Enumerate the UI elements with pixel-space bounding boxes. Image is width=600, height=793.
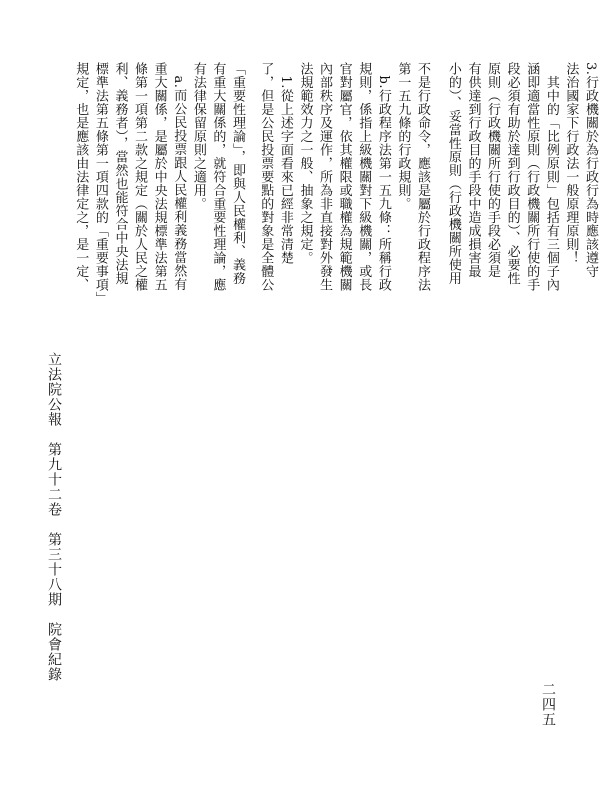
text-column-middle: 不是行政命令，應該是屬於行政程序法 第一五九條的行政規則。 b.行政程序法第一五九條：所稱行政 規則，係指上級機關對下級機關，或長 官對屬官，依其權限或職權為規範機關 內部秩序及運作，所為非直接對外發生 法規範效力之一般、抽象之規定。 1.從上述字面看來已經非常清楚 了，但是公民投票要點的對象是全體公 — [258, 62, 430, 292]
gazette-footer: 立法院公報 第九十二卷 第三十八期 院會紀錄 — [46, 352, 62, 682]
text-column-right: 3.行政機關於為行政行為時應該遵守 法治國家下行政法一般原理原則！ 其中的「比例原則」包括有三個子內 涵即適當性原則（行政機關所行使的手 段必須有助於達到行政目的）、必要性 原則（行政機關所行使的手段必須是 有供達到行政目的手段中造成損害最 小的）、妥當性原則（行政機關所使用 — [445, 62, 598, 292]
page-number: 二四五 — [540, 682, 556, 727]
text-column-left: 「重要性理論」，即與人民權利、義務 有重大關係的，就符合重要性理論，應 有法律保留原則之適用。 a.而公民投票跟人民權利義務當然有 重大關係，是屬於中央法規標準法第五 條第一項第二款之規定（關於人民之權 利、義務者），當然也能符合中央法規 標準法第五條第一項四款的「重要事項」 規定，也是應該由法律定之，是一定、 — [73, 62, 245, 305]
